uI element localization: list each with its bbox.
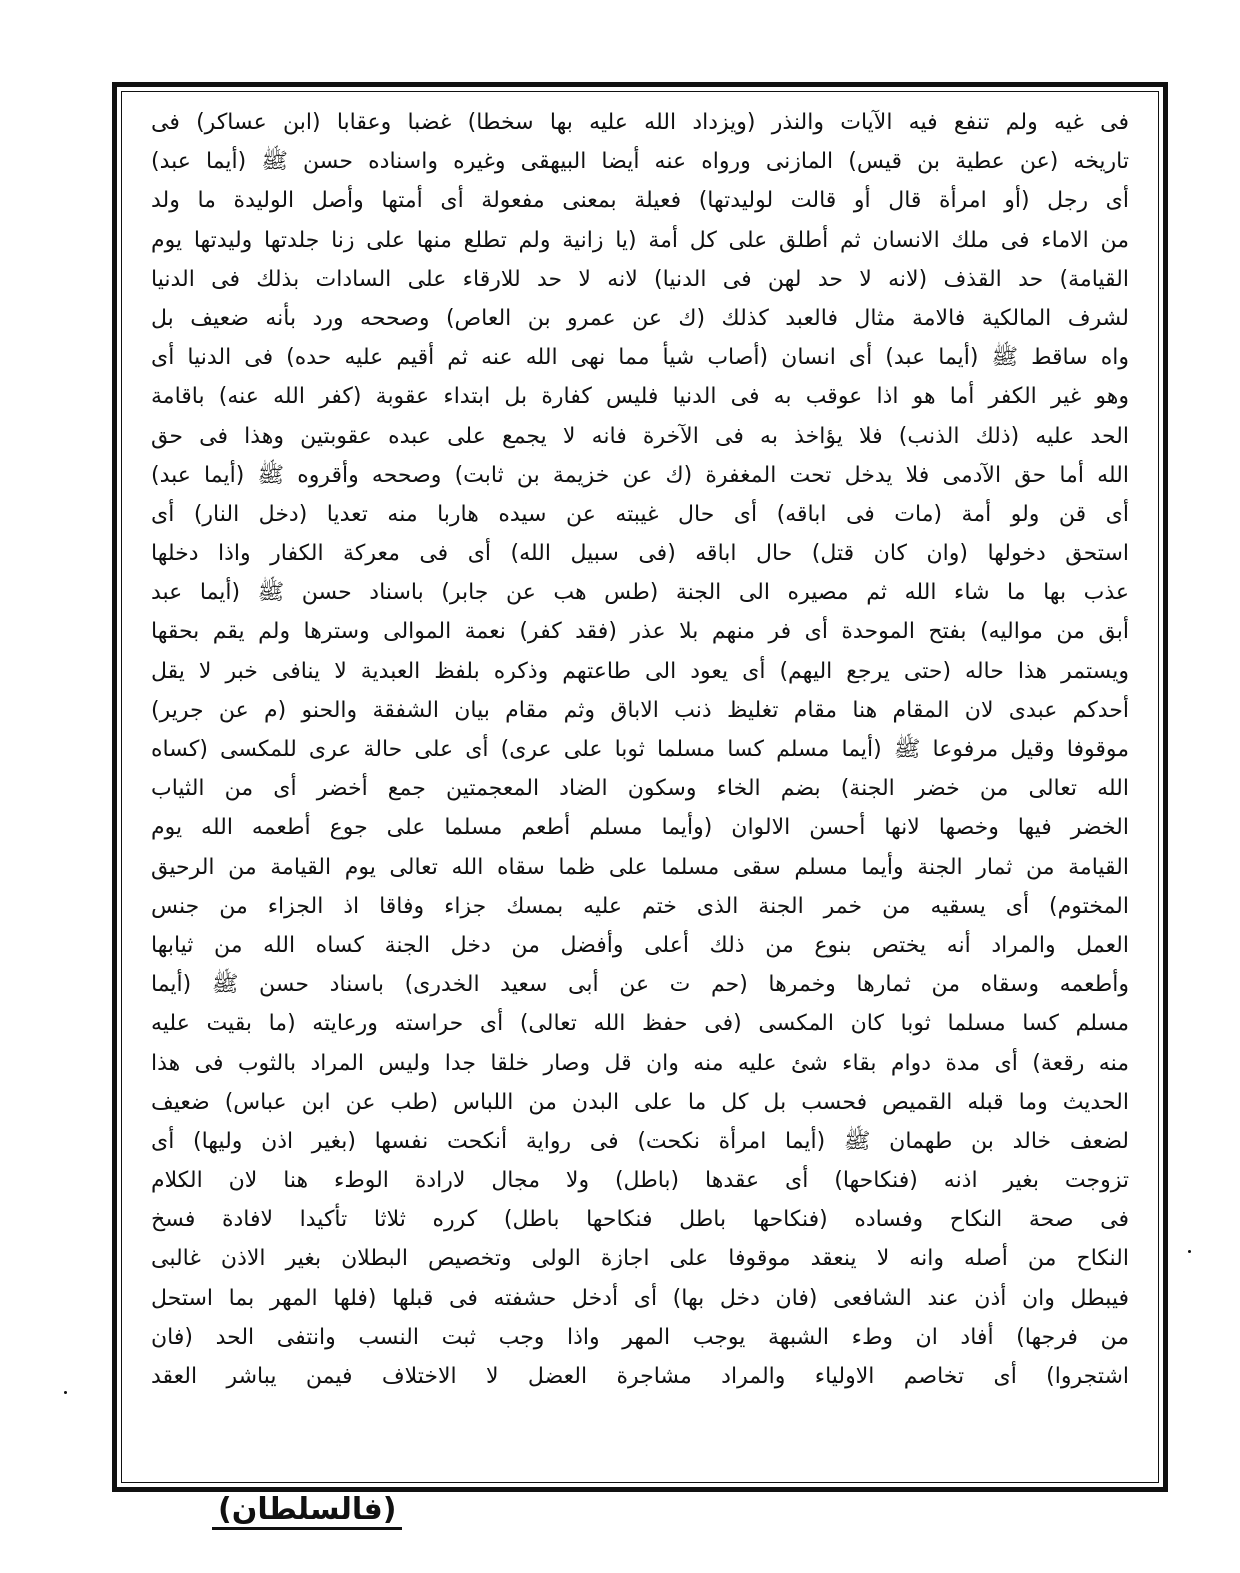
text-line: الحديث وما قبله القميص فحسب بل كل ما على البدن من اللباس (طب عن ابن عباس) ضعيف xyxy=(151,1089,1129,1115)
text-line: الله تعالى من خضر الجنة) بضم الخاء وسكون الضاد المعجمتين جمع أخضر أى من الثياب xyxy=(151,776,1129,802)
text-line: وهو غير الكفر أما هو اذا عوقب به فى الدنيا فليس كفارة بل ابتداء عقوبة (كفر الله عنه) باقامة xyxy=(151,384,1129,410)
text-line: أحدكم عبدى لان المقام هنا مقام تغليظ ذنب الاباق وثم مقام بيان الشفقة والحنو (م عن جرير) xyxy=(151,697,1129,723)
text-line: أبق من مواليه) بفتح الموحدة أى فر منهم بلا عذر (فقد كفر) نعمة الموالى وسترها ولم يقم بحقها xyxy=(151,619,1129,645)
text-line: النكاح من أصله وانه لا ينعقد موقوفا على اجازة الولى وتخصيص البطلان بغير الاذن غالبى xyxy=(151,1246,1129,1272)
text-line: فيبطل وان أذن عند الشافعى (فان دخل بها) أى أدخل حشفته فى قبلها (فلها المهر بما استحل xyxy=(151,1285,1129,1311)
text-line: لضعف خالد بن طهمان ﷺ (أيما امرأة نكحت) فى رواية أنكحت نفسها (بغير اذن وليها) أى xyxy=(151,1128,1129,1154)
page-frame xyxy=(112,82,1168,1492)
text-block xyxy=(151,103,1129,1435)
text-line: ويستمر هذا حاله (حتى يرجع اليهم) أى يعود الى طاعتهم وذكره بلفظ العبدية لا ينافى خبر لا يقل xyxy=(151,658,1129,684)
scan-speck xyxy=(1188,1250,1191,1253)
text-line: القيامة من ثمار الجنة وأيما مسلم سقى مسلما على ظما سقاه الله تعالى يوم القيامة من الرحيق xyxy=(151,854,1129,880)
text-line: أى رجل (أو امرأة قال أو قالت لوليدتها) فعيلة بمعنى مفعولة أى أمتها وأصل الوليدة ما ولد xyxy=(151,188,1129,214)
text-line: عذب بها ما شاء الله ثم مصيره الى الجنة (طس هب عن جابر) باسناد حسن ﷺ (أيما عبد xyxy=(151,580,1129,606)
text-line xyxy=(151,1396,1129,1435)
text-line: تزوجت بغير اذنه (فنكاحها) أى عقدها (باطل) ولا مجال لارادة الوطء هنا لان الكلام xyxy=(151,1168,1129,1194)
text-line: العمل والمراد أنه يختص بنوع من ذلك أعلى وأفضل من دخل الجنة كساه الله من ثيابها xyxy=(151,932,1129,958)
text-line: موقوفا وقيل مرفوعا ﷺ (أيما مسلم كسا مسلما ثوبا على عرى) أى على حالة عرى للمكسى (كساه xyxy=(151,737,1129,762)
scan-speck xyxy=(64,1391,67,1394)
text-line: واه ساقط ﷺ (أيما عبد) أى انسان (أصاب شيأ مما نهى الله عنه ثم أقيم عليه حده) فى الدنيا أى xyxy=(151,345,1129,371)
text-line: الله أما حق الآدمى فلا يدخل تحت المغفرة (ك عن خزيمة بن ثابت) وصححه وأقروه ﷺ (أيما عبد) xyxy=(151,462,1129,488)
text-line: وأطعمه وسقاه من ثمارها وخمرها (حم ت عن أبى سعيد الخدرى) باسناد حسن ﷺ (أيما xyxy=(151,972,1129,998)
text-line: من فرجها) أفاد ان وطء الشبهة يوجب المهر واذا وجب ثبت النسب وانتفى الحد (فان xyxy=(151,1324,1129,1350)
text-line: اشتجروا) أى تخاصم الاولياء والمراد مشاجرة العضل لا الاختلاف فيمن يباشر العقد xyxy=(151,1364,1129,1389)
text-line: القيامة) حد القذف (لانه لا حد لهن فى الدنيا) لانه لا حد للارقاء على السادات بذلك فى الدنيا xyxy=(151,266,1129,292)
text-line: استحق دخولها (وان كان قتل) حال اباقه (فى سبيل الله) أى فى معركة الكفار واذا دخلها xyxy=(151,541,1129,567)
text-line: مسلم كسا مسلما ثوبا كان المكسى (فى حفظ الله تعالى) أى حراسته ورعايته (ما بقيت عليه xyxy=(151,1011,1129,1037)
catchword: (فالسلطان) xyxy=(212,1492,402,1530)
text-line: منه رقعة) أى مدة دوام بقاء شئ عليه منه وان قل وصار خلقا جدا وليس المراد بالثوب فى هذا xyxy=(151,1050,1129,1076)
text-line: الخضر فيها وخصها لانها أحسن الالوان (وأيما مسلم أطعم مسلما على جوع أطعمه الله يوم xyxy=(151,815,1129,841)
text-line: فى غيه ولم تنفع فيه الآيات والنذر (ويزداد الله عليه بها سخطا) غضبا وعقابا (ابن عساكر) فى xyxy=(151,110,1129,135)
text-line: لشرف المالكية فالامة مثال فالعبد كذلك (ك عن عمرو بن العاص) وصححه ورد بأنه ضعيف بل xyxy=(151,305,1129,331)
text-line: تاريخه (عن عطية بن قيس) المازنى ورواه عنه أيضا البيهقى وغيره واسناده حسن ﷺ (أيما عبد) xyxy=(151,149,1129,175)
text-line: المختوم) أى يسقيه من خمر الجنة الذى ختم عليه بمسك جزاء وفاقا اذ الجزاء من جنس xyxy=(151,893,1129,919)
text-line: فى صحة النكاح وفساده (فنكاحها باطل فنكاحها باطل) كرره ثلاثا تأكيدا لافادة فسخ xyxy=(151,1207,1129,1233)
text-line: من الاماء فى ملك الانسان ثم أطلق على كل أمة (يا زانية ولم تطلع منها على زنا جلدتها وليدتها يوم xyxy=(151,227,1129,253)
text-line: أى قن ولو أمة (مات فى اباقه) أى حال غيبته عن سيده هاربا منه تعديا (دخل النار) أى xyxy=(151,501,1129,527)
text-line: الحد عليه (ذلك الذنب) فلا يؤاخذ به فى الآخرة فانه لا يجمع على عبده عقوبتين وهذا فى حق xyxy=(151,423,1129,449)
